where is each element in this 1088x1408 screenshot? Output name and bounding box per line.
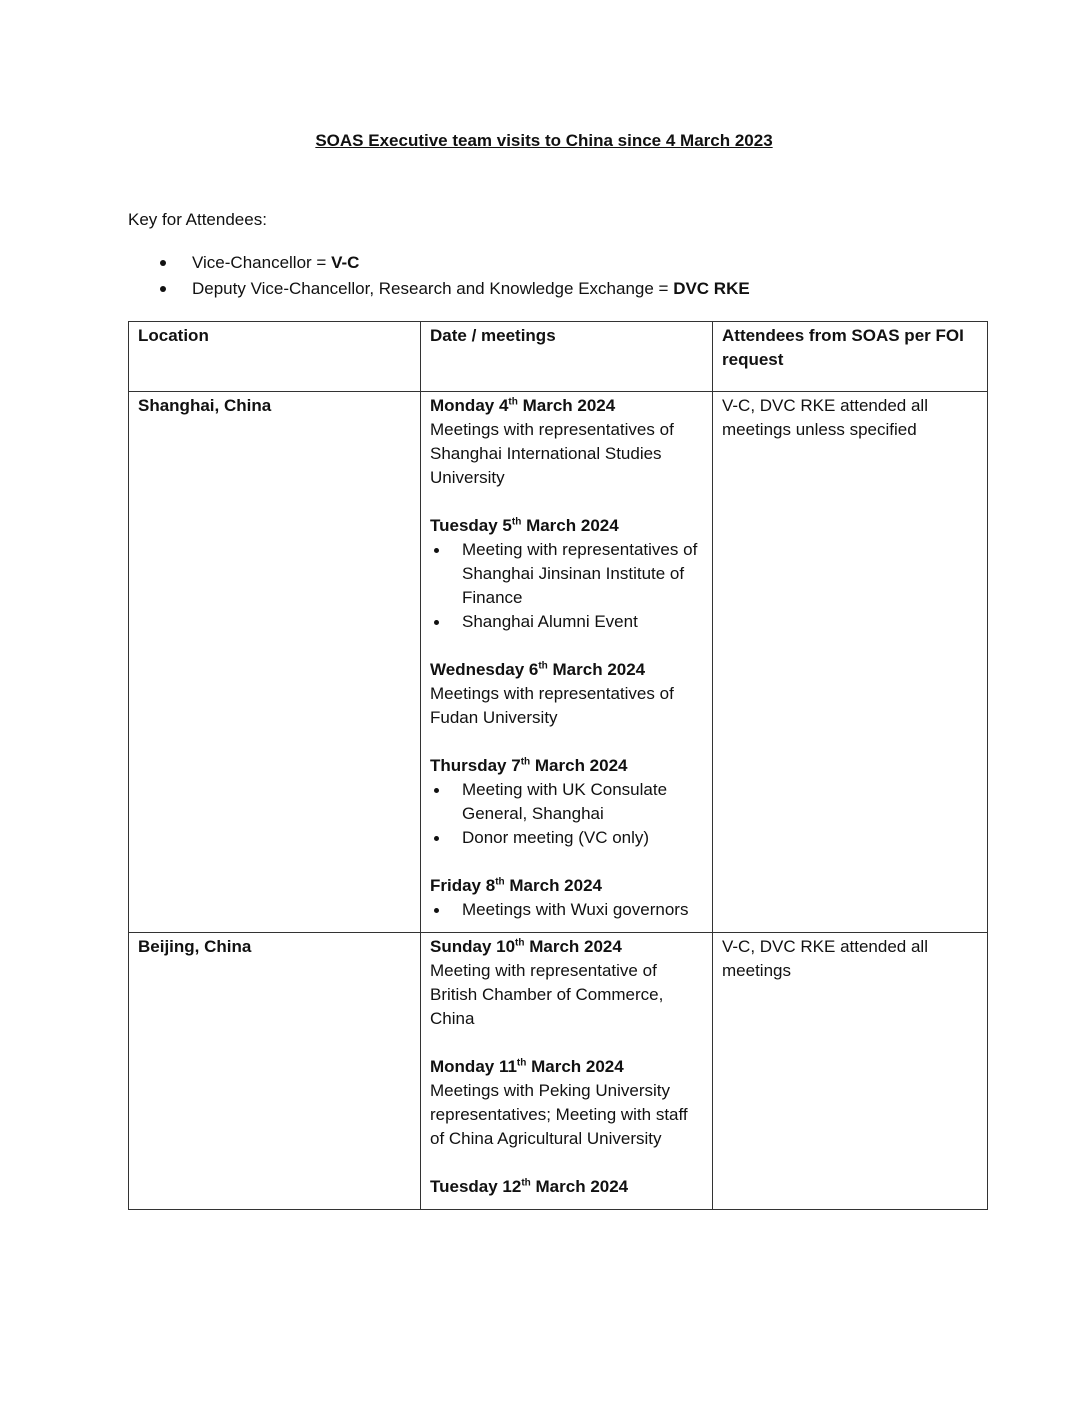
row-meetings [421,392,713,933]
key-item-dvc [160,276,750,302]
day-block [430,658,703,730]
meeting-item: Shanghai Alumni Event [430,610,703,634]
day-block [430,514,703,634]
row-meetings [421,933,713,1210]
day-text: Meeting with representative of British Chamber of Commerce, China [430,961,664,1028]
header-date: Date / meetings [421,322,713,392]
day-heading: Friday 8th March 2024 [430,876,602,895]
meeting-item: Meetings with Wuxi governors [430,898,703,922]
table-row [129,392,988,933]
day-heading: Monday 4th March 2024 [430,396,616,415]
day-block [430,394,703,490]
day-block [430,874,703,922]
table-header-row [129,322,988,392]
day-heading: Monday 11th March 2024 [430,1057,624,1076]
key-item-vc [160,250,750,276]
meeting-item: Donor meeting (VC only) [430,826,703,850]
day-block [430,1175,703,1199]
day-block [430,935,703,1031]
key-item-abbr: DVC RKE [673,279,750,298]
meeting-list [430,898,703,922]
day-heading: Tuesday 5th March 2024 [430,516,619,535]
header-attendees: Attendees from SOAS per FOI request [713,322,988,392]
meeting-item: Meeting with representatives of Shanghai Jinsinan Institute of Finance [430,538,703,610]
key-item-label: Vice-Chancellor = [192,253,332,272]
meeting-list [430,538,703,634]
day-text: Meetings with representatives of Shanghai International Studies University [430,420,674,487]
row-location: Shanghai, China [129,392,421,933]
day-block [430,754,703,850]
day-text: Meetings with representatives of Fudan University [430,684,674,727]
document-title: SOAS Executive team visits to China since 4 March 2023 [315,131,773,150]
key-item-abbr: V-C [331,253,360,272]
header-location: Location [129,322,421,392]
row-location: Beijing, China [129,933,421,1210]
key-list [160,250,750,302]
table-row [129,933,988,1210]
key-item-label: Deputy Vice-Chancellor, Research and Knowledge Exchange = [192,279,674,298]
day-text: Meetings with Peking University representatives; Meeting with staff of China Agricultural University [430,1081,688,1148]
meeting-item: Meeting with UK Consulate General, Shanghai [430,778,703,826]
day-heading: Thursday 7th March 2024 [430,756,628,775]
visits-table [128,321,988,1210]
row-attendees: V-C, DVC RKE attended all meetings unless specified [713,392,988,933]
day-block [430,1055,703,1151]
day-heading: Sunday 10th March 2024 [430,937,622,956]
day-heading: Wednesday 6th March 2024 [430,660,646,679]
row-attendees: V-C, DVC RKE attended all meetings [713,933,988,1210]
key-heading: Key for Attendees: [128,210,267,229]
meeting-list [430,778,703,850]
day-heading: Tuesday 12th March 2024 [430,1177,629,1196]
